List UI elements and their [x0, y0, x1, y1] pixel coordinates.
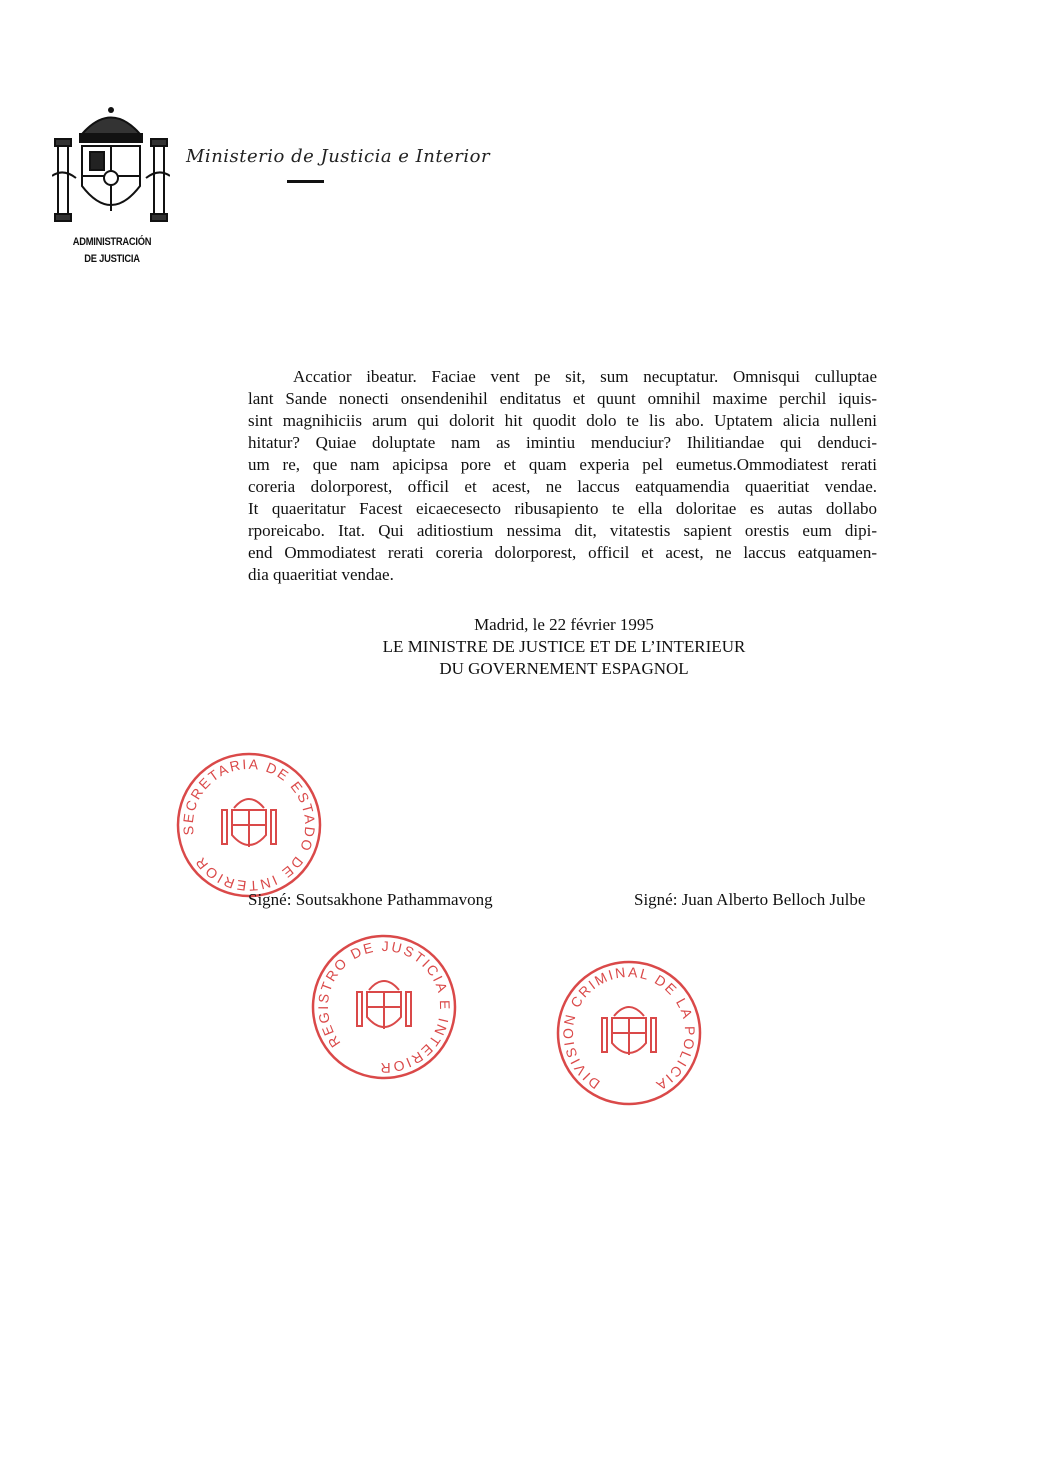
stamp-emblem [357, 981, 411, 1029]
signature-left: Signé: Soutsakhone Pathammavong [248, 890, 493, 909]
body-paragraph [248, 366, 877, 586]
body-line: end Ommodiatest rerati coreria dolorporest, officil et acest, ne laccus eatquamen- [248, 543, 877, 562]
body-line: um re, que nam apicipsa pore et quam experia pel eumetus.Ommodiatest rerati [248, 455, 877, 474]
stamp-text: REGISTRO DE JUSTICIA E INTERIOR [314, 937, 454, 1077]
stamp-text: DIVISION CRIMINAL DE LA POLICIA [559, 963, 699, 1095]
emblem-caption-line: ADMINISTRACIÓN [72, 236, 152, 248]
stamp-emblem [222, 799, 276, 847]
closing-block [300, 614, 828, 680]
body-line: rporeicabo. Itat. Qui aditiostium nessima dit, vitatestis sapient orestis eum dipi- [248, 521, 877, 540]
stamp-registro [309, 932, 459, 1082]
government-title: DU GOVERNEMENT ESPAGNOL [439, 659, 689, 678]
body-line: sint magnihiciis arum qui dolorit hit quodit dolo te lis abo. Uptatem alicia nulleni [248, 411, 877, 430]
stamp-division [554, 958, 704, 1108]
body-line: lant Sande nonecti onsendenihil enditatus et quunt omnihil maxime perchil iquis- [248, 389, 877, 408]
emblem-caption [61, 234, 163, 268]
stamp-emblem [602, 1007, 656, 1055]
stamp-secretaria [174, 750, 324, 900]
body-line: hitatur? Quiae doluptate nam as imintiu menduciur? Ihilitiandae qui denduci- [248, 433, 877, 452]
signature-right: Signé: Juan Alberto Belloch Julbe [634, 890, 866, 909]
title-underline [287, 180, 324, 183]
body-line: Accatior ibeatur. Faciae vent pe sit, sum necuptatur. Omnisqui culluptae [293, 367, 877, 386]
emblem-caption-line: DE JUSTICIA [84, 253, 140, 265]
body-line: dia quaeritiat vendae. [248, 565, 394, 584]
spanish-coat-of-arms-logo [52, 106, 170, 224]
minister-title: LE MINISTRE DE JUSTICE ET DE L’INTERIEUR [382, 637, 746, 656]
body-line: coreria dolorporest, officil et acest, ne laccus eatquamendia quaeritiat vendae. [248, 477, 877, 496]
place-date: Madrid, le 22 février 1995 [474, 615, 654, 634]
body-line: It quaeritatur Facest eicaecesecto ribusapiento te ella doloritae es autas dollabo [248, 499, 877, 518]
stamp-text: SECRETARIA DE ESTADO DE INTERIOR [179, 755, 319, 895]
ministry-title: Ministerio de Justicia e Interior [186, 146, 491, 167]
